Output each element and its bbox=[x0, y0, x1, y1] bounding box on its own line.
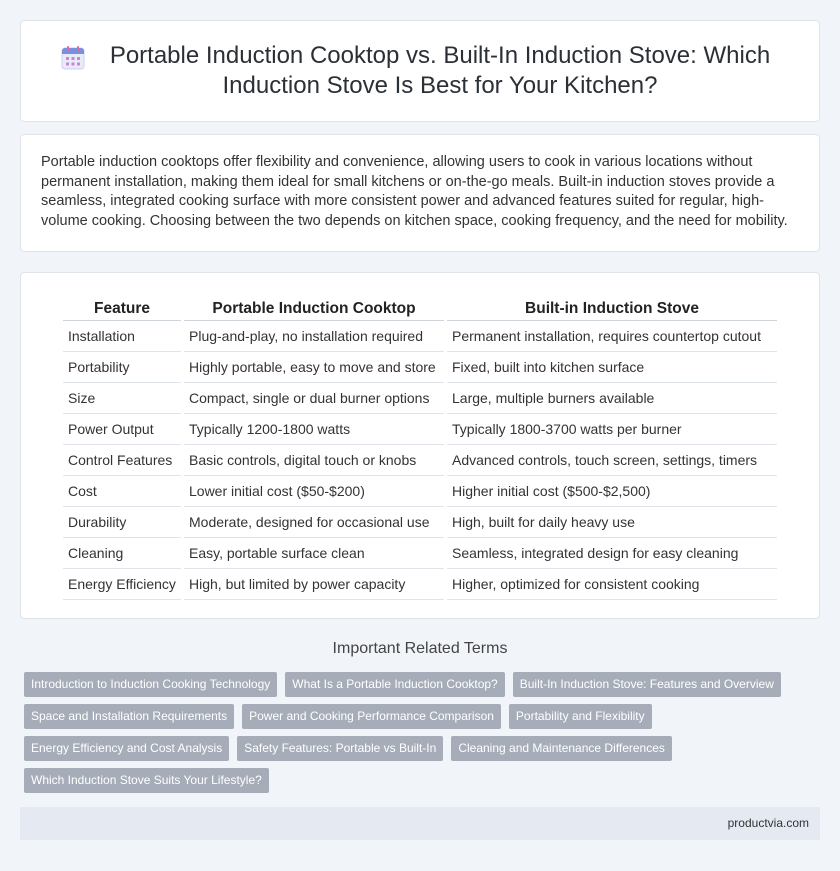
related-term-tag[interactable]: Power and Cooking Performance Comparison bbox=[242, 704, 501, 729]
summary-text: Portable induction cooktops offer flexibility and convenience, allowing users to cook in various locations without permanent installation, making them ideal for small kitchens or on-the-go meals. Built-in induction stoves provide a seamless, integrated cooking surface with more consistent power and advanced features suited for regular, high-volume cooking. Choosing between the two depends on kitchen space, cooking frequency, and the need for mobility. bbox=[41, 154, 788, 229]
feature-cell: Durability bbox=[63, 507, 181, 538]
portable-cell: Easy, portable surface clean bbox=[184, 538, 444, 569]
feature-cell: Power Output bbox=[63, 414, 181, 445]
table-row bbox=[63, 569, 777, 600]
related-term-tag[interactable]: What Is a Portable Induction Cooktop? bbox=[285, 672, 504, 697]
footer bbox=[20, 807, 820, 840]
built-in-cell: Fixed, built into kitchen surface bbox=[447, 352, 777, 383]
related-term-tag[interactable]: Space and Installation Requirements bbox=[24, 704, 234, 729]
table-row bbox=[63, 321, 777, 352]
calendar-grid-icon bbox=[60, 45, 86, 71]
table-row bbox=[63, 538, 777, 569]
table-row bbox=[63, 507, 777, 538]
header-portable: Portable Induction Cooktop bbox=[184, 295, 444, 321]
related-terms-title: Important Related Terms bbox=[332, 640, 508, 657]
portable-cell: Plug-and-play, no installation required bbox=[184, 321, 444, 352]
feature-cell: Size bbox=[63, 383, 181, 414]
built-in-cell: Permanent installation, requires countertop cutout bbox=[447, 321, 777, 352]
table-row bbox=[63, 383, 777, 414]
related-term-tag[interactable]: Which Induction Stove Suits Your Lifestyle? bbox=[24, 768, 269, 793]
feature-cell: Installation bbox=[63, 321, 181, 352]
comparison-table-card bbox=[20, 272, 820, 619]
portable-cell: Highly portable, easy to move and store bbox=[184, 352, 444, 383]
portable-cell: High, but limited by power capacity bbox=[184, 569, 444, 600]
header-feature: Feature bbox=[63, 295, 181, 321]
built-in-cell: Higher initial cost ($500-$2,500) bbox=[447, 476, 777, 507]
built-in-cell: Seamless, integrated design for easy cleaning bbox=[447, 538, 777, 569]
related-term-tag[interactable]: Cleaning and Maintenance Differences bbox=[451, 736, 672, 761]
table-row bbox=[63, 476, 777, 507]
feature-cell: Cleaning bbox=[63, 538, 181, 569]
title-card bbox=[20, 20, 820, 122]
feature-cell: Control Features bbox=[63, 445, 181, 476]
table-row bbox=[63, 445, 777, 476]
feature-cell: Portability bbox=[63, 352, 181, 383]
built-in-cell: Advanced controls, touch screen, settings, timers bbox=[447, 445, 777, 476]
portable-cell: Typically 1200-1800 watts bbox=[184, 414, 444, 445]
built-in-cell: Typically 1800-3700 watts per burner bbox=[447, 414, 777, 445]
portable-cell: Compact, single or dual burner options bbox=[184, 383, 444, 414]
portable-cell: Lower initial cost ($50-$200) bbox=[184, 476, 444, 507]
related-term-tag[interactable]: Portability and Flexibility bbox=[509, 704, 652, 729]
built-in-cell: Higher, optimized for consistent cooking bbox=[447, 569, 777, 600]
related-term-tag[interactable]: Introduction to Induction Cooking Technology bbox=[24, 672, 277, 697]
table-header-row bbox=[63, 295, 777, 321]
table-row bbox=[63, 352, 777, 383]
header-built-in: Built-in Induction Stove bbox=[447, 295, 777, 321]
built-in-cell: Large, multiple burners available bbox=[447, 383, 777, 414]
feature-cell: Energy Efficiency bbox=[63, 569, 181, 600]
summary-card bbox=[20, 134, 820, 252]
feature-cell: Cost bbox=[63, 476, 181, 507]
related-terms-list bbox=[24, 672, 804, 793]
comparison-table bbox=[60, 295, 780, 600]
related-term-tag[interactable]: Safety Features: Portable vs Built-In bbox=[237, 736, 443, 761]
portable-cell: Basic controls, digital touch or knobs bbox=[184, 445, 444, 476]
built-in-cell: High, built for daily heavy use bbox=[447, 507, 777, 538]
table-row bbox=[63, 414, 777, 445]
title-wrap bbox=[60, 41, 780, 101]
footer-site-link[interactable]: productvia.com bbox=[727, 816, 809, 830]
page-title: Portable Induction Cooktop vs. Built-In Induction Stove: Which Induction Stove Is Best for Your Kitchen? bbox=[109, 42, 771, 99]
portable-cell: Moderate, designed for occasional use bbox=[184, 507, 444, 538]
related-term-tag[interactable]: Energy Efficiency and Cost Analysis bbox=[24, 736, 229, 761]
related-term-tag[interactable]: Built-In Induction Stove: Features and Overview bbox=[513, 672, 781, 697]
